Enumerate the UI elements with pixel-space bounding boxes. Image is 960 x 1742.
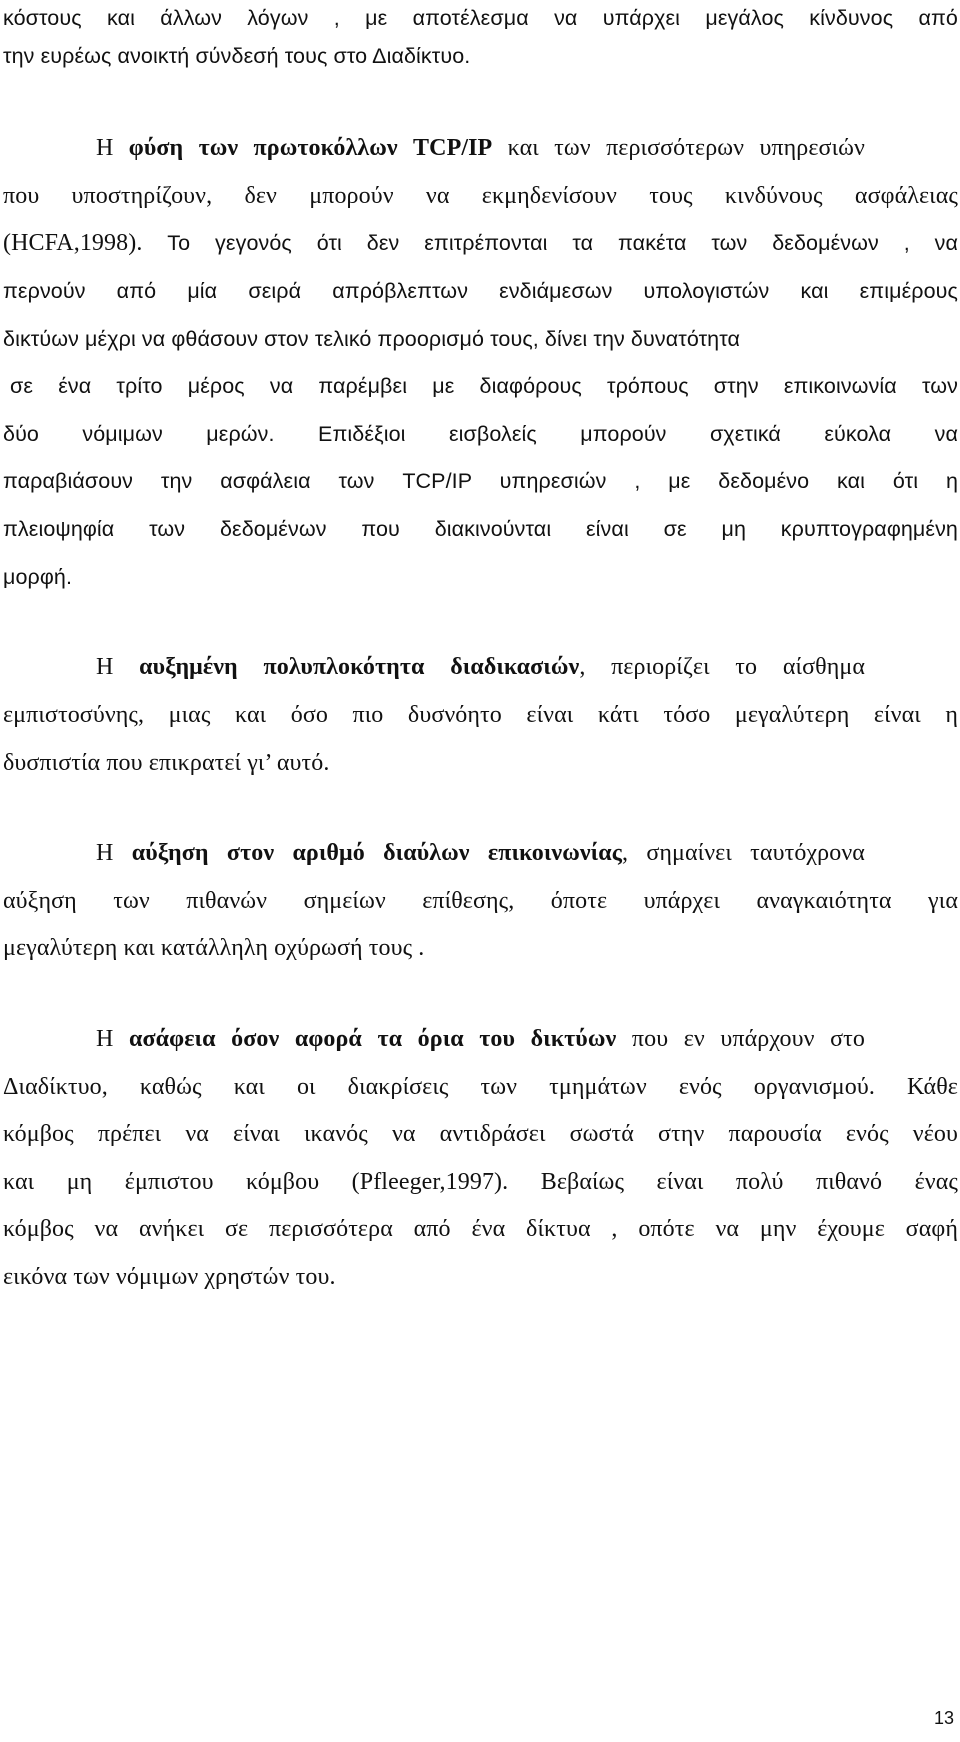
paragraph-line: κόμβος να ανήκει σε περισσότερα από ένα δίκτυα , οπότε να μην έχουμε σαφή [3, 1216, 958, 1242]
paragraph-line: σε ένα τρίτο μέρος να παρέμβει με διαφόρους τρόπους στην επικοινωνία των [10, 374, 958, 398]
paragraph-line: παραβιάσουν την ασφάλεια των TCP/IP υπηρεσιών , με δεδομένο και ότι η [3, 469, 958, 493]
bold-term: αυξημένη πολυπλοκότητα διαδικασιών [139, 654, 580, 680]
text-segment: , περιορίζει το αίσθημα [579, 654, 865, 680]
paragraph-line: δύο νόμιμων μερών. Επιδέξιοι εισβολείς μπορούν σχετικά εύκολα να [3, 422, 958, 446]
text-segment: Η [96, 1026, 129, 1052]
paragraph-line [3, 133, 865, 163]
bold-term: αύξηση στον αριθμό διαύλων επικοινωνίας [131, 840, 622, 866]
paragraph-line: που υποστηρίζουν, δεν μπορούν να εκμηδενίσουν τους κινδύνους ασφάλειας [3, 183, 958, 209]
paragraph-line: μεγαλύτερη και κατάλληλη οχύρωσή τους . [3, 935, 425, 961]
paragraph-line: και μη έμπιστου κόμβου (Pfleeger,1997). Βεβαίως είναι πολύ πιθανό ένας [3, 1169, 958, 1195]
paragraph-line: περνούν από μία σειρά απρόβλεπτων ενδιάμεσων υπολογιστών και επιμέρους [3, 279, 958, 303]
bold-term: φύση των πρωτοκόλλων TCP/IP [128, 135, 493, 161]
paragraph-line: δικτύων μέχρι να φθάσουν στον τελικό προορισμό τους, δίνει την δυνατότητα [3, 327, 741, 351]
text-segment: Η [96, 135, 129, 161]
bold-term: ασάφεια όσον αφορά τα όρια του δικτύων [128, 1026, 617, 1052]
paragraph-line: μορφή. [3, 565, 73, 589]
paragraph-line: εμπιστοσύνης, μιας και όσο πιο δυσνόητο είναι κάτι τόσο μεγαλύτερη είναι η [3, 702, 958, 728]
page-number: 13 [933, 1708, 954, 1728]
text-segment: , σημαίνει ταυτόχρονα [621, 840, 865, 866]
text-segment: Η [96, 840, 132, 866]
text-segment: Το γεγονός ότι δεν επιτρέπονται τα πακέτα των δεδομένων , να [167, 231, 959, 255]
paragraph-line: κόστους και άλλων λόγων , με αποτέλεσμα να υπάρχει μεγάλος κίνδυνος από [3, 6, 958, 30]
citation: (HCFA,1998). [3, 230, 168, 256]
paragraph-line: κόμβος πρέπει να είναι ικανός να αντιδράσει σωστά στην παρουσία ενός νέου [3, 1121, 958, 1147]
paragraph-line: δυσπιστία που επικρατεί γι’ αυτό. [3, 750, 330, 776]
paragraph-line [3, 652, 865, 682]
paragraph-line: την ευρέως ανοικτή σύνδεσή τους στο Διαδίκτυο. [3, 44, 471, 68]
text-segment: που εν υπάρχουν στο [616, 1026, 865, 1052]
paragraph-line: εικόνα των νόμιμων χρηστών του. [3, 1264, 336, 1290]
paragraph-line [3, 1024, 865, 1054]
paragraph-line [3, 228, 958, 258]
paragraph-line: Διαδίκτυο, καθώς και οι διακρίσεις των τμημάτων ενός οργανισμού. Κάθε [3, 1074, 958, 1100]
paragraph-line: πλειοψηφία των δεδομένων που διακινούνται είναι σε μη κρυπτογραφημένη [3, 517, 958, 541]
text-segment: και των περισσότερων υπηρεσιών [492, 135, 865, 161]
paragraph-line [3, 838, 865, 868]
text-segment: Η [96, 654, 140, 680]
paragraph-line: αύξηση των πιθανών σημείων επίθεσης, όποτε υπάρχει αναγκαιότητα για [3, 888, 958, 914]
